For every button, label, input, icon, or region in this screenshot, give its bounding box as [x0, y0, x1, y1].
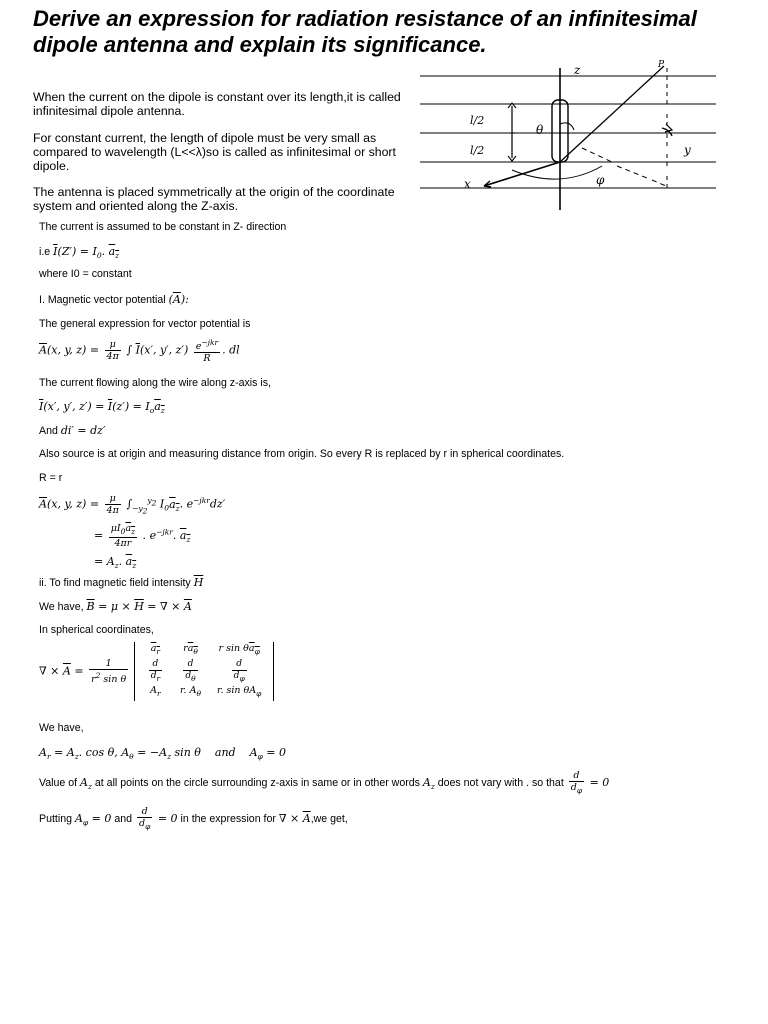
equation-current-wire: $\overline{I}(x'$, y′, $z') = \overline{I}(z') = I_oa_z$ — [39, 400, 165, 416]
text-line-current-constant: The current is assumed to be constant in Z- direction — [39, 221, 287, 233]
radius-line — [560, 66, 664, 162]
equation-vector-potential-integral: $\overline{A}(x$, y, z) = $\frac{\mu}{4\pi}$ $\int_{-y_2}^{y_2}$ $I_0a_z$. $e^{-jkr}dz'$ — [39, 493, 226, 516]
text-line-general-expression: The general expression for vector potential is — [39, 318, 251, 330]
theta-arc — [560, 123, 574, 130]
theta-label: θ — [536, 123, 544, 137]
text-line-putting-aphi: Putting $A_\varphi = 0$ and $\frac{d}{d_\varphi}$ = 0 in the expression for ∇ × $\overline{A},we$ get, — [39, 806, 348, 831]
x-label: x — [464, 177, 471, 191]
section-heading-vector-potential: I. Magnetic vector potential $(\overline{A})$: — [39, 293, 189, 306]
text-line-we-have: We have, — [39, 722, 84, 734]
equation-dl-dz: And di′ = dz′ — [39, 424, 106, 437]
half-length-top-label: l/2 — [470, 114, 485, 127]
text-line-spherical-coordinates: In spherical coordinates, — [39, 624, 154, 636]
determinant-matrix: $a_r$ $ra_\theta$ r $\sin \theta a_\varphi$ $\frac{d}{d_r}$ $\frac{d}{d_\theta}$ $\frac{d}{d_\varphi}$ $A_r$ r. $A_\theta$ r. $\sin \theta A_\varphi$ — [134, 642, 275, 701]
equation-az-component: = $A_z$. $a_z$ — [94, 555, 137, 571]
phi-label: φ — [596, 173, 605, 187]
equation-curl-determinant: ∇ × $\overline{A}$ = $\frac{1}{r^2 \sin \theta}$ $a_r$ $ra_\theta$ r $\sin \theta a_\varphi$ $\frac{d}{d_r}$ $\frac{d}{d_\theta}$ $\frac{d}{d_\varphi}$ $A_r$ r. $A_\theta$ r. $\sin \theta A_\varphi$ — [39, 642, 274, 701]
text-line-az-not-vary: Value of $A_z$ at all points on the circle surrounding z-axis in same or in other words $A_z$ does not vary with . so that $\frac{d}{d_\varphi}$ = 0 — [39, 770, 610, 795]
point-label: P — [658, 60, 665, 70]
section-heading-magnetic-field: ii. To find magnetic field intensity $\overline{H}$ — [39, 576, 204, 589]
dipole-diagram — [412, 58, 724, 214]
text-line-i0-constant: where I0 = constant — [39, 268, 132, 280]
intro-paragraph-2: For constant current, the length of dipole must be very small as compared to wavelength (L<<λ)so is called as infinitesimal or short dipole. — [33, 131, 396, 173]
equation-vector-potential-general: $\overline{A}(x$, y, z) = $\frac{\mu}{4\pi}$ ∫ $\overline{I}(x'$, y′, z′) $\frac{e^{-jkr}}{R}$ . dl — [39, 338, 240, 365]
equation-b-curl-a: We have, $\overline{B} = \mu \times \overline{H}$ = ∇ × $\overline{A}$ — [39, 600, 192, 613]
equation-vector-potential-result: = $\frac{\mu I_0a_z}{4\pi r}$ . $e^{-jkr}$. $a_z$ — [94, 523, 191, 549]
text-line-source-origin: Also source is at origin and measuring distance from origin. So every R is replaced by r in spherical coordinates. — [39, 448, 565, 460]
question-title: Derive an expression for radiation resistance of an infinitesimal dipole antenna and explain its significance. — [33, 6, 697, 57]
equation-current-vector: i.e $\overline{I}(Z') = I_0$. $a_z$ — [39, 245, 120, 261]
text-line-r-equals-r: R = r — [39, 472, 63, 484]
intro-paragraph-1: When the current on the dipole is constant over its length,it is called infinitesimal dipole antenna. — [33, 90, 401, 118]
projection-line — [582, 148, 666, 186]
z-label: z — [574, 63, 581, 77]
intro-paragraph-3: The antenna is placed symmetrically at the origin of the coordinate system and oriented along the Z-axis. — [33, 185, 395, 213]
half-length-bottom-label: l/2 — [470, 144, 485, 157]
text-line-current-along-wire: The current flowing along the wire along z-axis is, — [39, 377, 271, 389]
equation-spherical-components: $A_r = A_z$. cos θ, $A_\theta = -A_z$ sin θ and $A_\varphi = 0$ — [39, 746, 287, 762]
y-label: y — [684, 143, 691, 157]
